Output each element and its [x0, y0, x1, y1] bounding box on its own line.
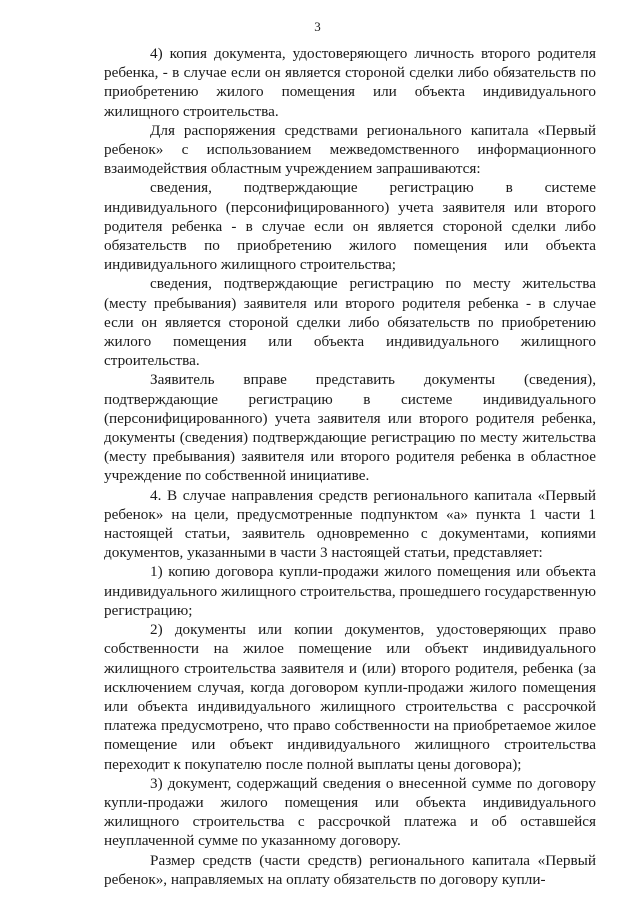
paragraph-interagency-request: Для распоряжения средствами регионального капитала «Первый ребенок» с использованием межведомственного информационного взаимодействия областным учреждением запрашиваются:	[104, 121, 596, 178]
paragraph-item-1-contract-copy: 1) копию договора купли-продажи жилого помещения или объекта индивидуального жилищного строительства, прошедшего государственную регистрацию;	[104, 563, 596, 619]
paragraph-item-4-passport-copy: 4) копия документа, удостоверяющего личность второго родителя ребенка, - в случае если он является стороной сделки либо обязательств по приобретению жилого помещения или объекта индивидуального жилищного строительства.	[104, 45, 596, 120]
paragraph-personal-account-info: сведения, подтверждающие регистрацию в системе индивидуального (персонифицированного) учета заявителя или второго родителя ребенка - в случае если он является стороной сделки либо обязательств по приобретению жилого помещения или объекта индивидуального жилищного строительства;	[104, 179, 596, 274]
paragraph-applicant-initiative: Заявитель вправе представить документы (сведения), подтверждающие регистрацию в системе индивидуального (персонифицированного) учета заявителя или второго родителя ребенка, документы (сведения) подтверждающие регистрацию по месту жительства (месту пребывания) заявителя или второго родителя ребенка в областное учреждение по собственной инициативе.	[104, 371, 596, 485]
page-number: 3	[314, 19, 321, 34]
paragraph-section-4: 4. В случае направления средств регионального капитала «Первый ребенок» на цели, предусмотренные подпунктом «а» пункта 1 части 1 настоящей статьи, заявитель одновременно с документами, копиями документов, указанными в части 3 настоящей статьи, представляет:	[104, 486, 596, 562]
paragraph-item-2-ownership-documents: 2) документы или копии документов, удостоверяющих право собственности на жилое помещение или объект индивидуального жилищного строительства заявителя и (или) второго родителя, ребенка (за исключением случая, когда договором купли-продажи жилого помещения или объекта индивидуального жилищного строительства с рассрочкой платежа предусмотрено, что право собственности на приобретаемое жилое помещение или объект индивидуального жилищного строительства переходит к покупателю после полной выплаты цены договора);	[104, 621, 596, 773]
paragraph-capital-amount: Размер средств (части средств) регионального капитала «Первый ребенок», направляемых на оплату обязательств по договору купли-	[104, 851, 596, 888]
paragraph-item-3-installment-document: 3) документ, содержащий сведения о внесенной сумме по договору купли-продажи жилого помещения или объекта индивидуального жилищного строительства с рассрочкой платежа и об оставшейся неуплаченной сумме по указанному договору.	[104, 774, 596, 850]
paragraph-residence-registration-info: сведения, подтверждающие регистрацию по месту жительства (месту пребывания) заявителя или второго родителя ребенка - в случае если он является стороной сделки либо обязательств по приобретению жилого помещения или объекта индивидуального жилищного строительства.	[104, 275, 596, 370]
document-body	[104, 44, 596, 889]
